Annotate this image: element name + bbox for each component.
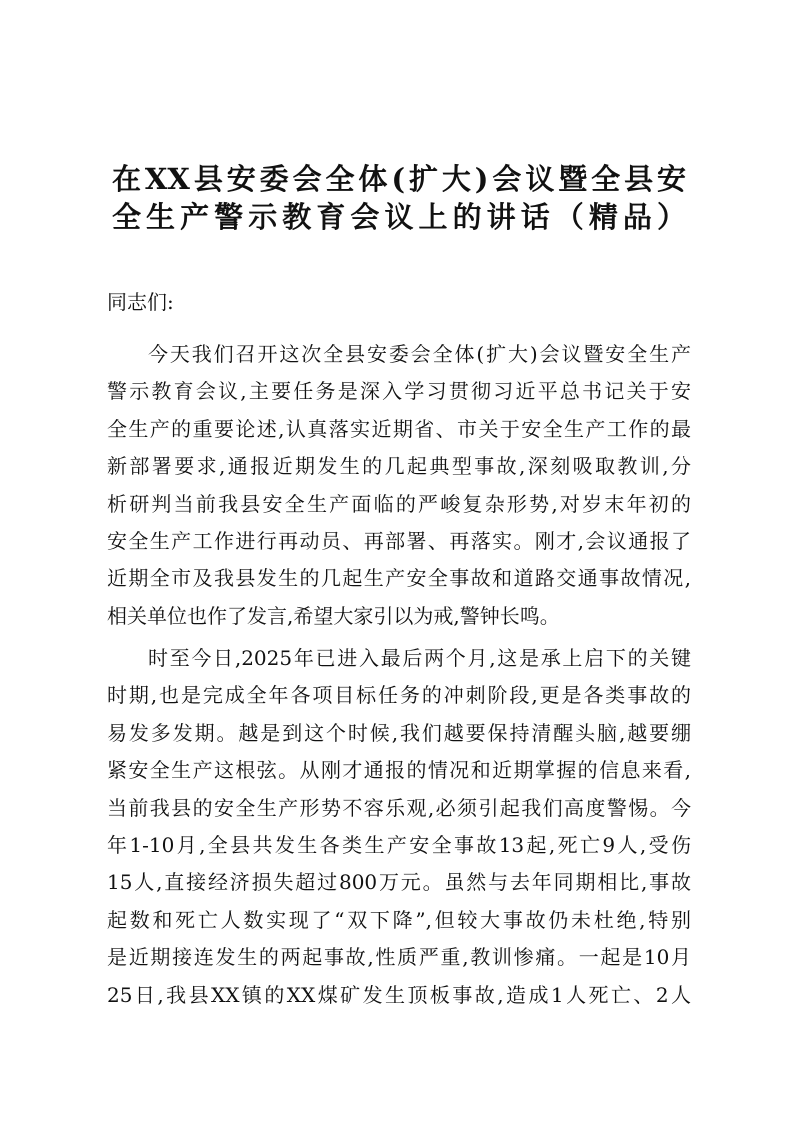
paragraph-line: 安全生产工作进行再动员、再部署、再落实。刚才,会议通报了 bbox=[107, 529, 691, 553]
paragraph-line: 是近期接连发生的两起事故,性质严重,教训惨痛。一起是10月 bbox=[107, 945, 691, 970]
paragraph-line: 相关单位也作了发言,希望大家引以为戒,警钟长鸣。 bbox=[107, 603, 560, 628]
paragraph-line: 新部署要求,通报近期发生的几起典型事故,深刻吸取教训,分 bbox=[107, 454, 691, 479]
document-title-line-2: 全生产警示教育会议上的讲话（精品） bbox=[112, 200, 686, 234]
paragraph-line: 时期,也是完成全年各项目标任务的冲刺阶段,更是各类事故的 bbox=[107, 683, 691, 708]
paragraph-line: 析研判当前我县安全生产面临的严峻复杂形势,对岁末年初的 bbox=[107, 491, 691, 516]
paragraph-line: 全生产的重要论述,认真落实近期省、市关于安全生产工作的最 bbox=[107, 416, 691, 441]
salutation: 同志们: bbox=[107, 290, 174, 314]
paragraph-line: 时至今日,2025年已进入最后两个月,这是承上启下的关键 bbox=[148, 646, 691, 670]
paragraph-line: 年1-10月,全县共发生各类生产安全事故13起,死亡9人,受伤 bbox=[107, 833, 691, 857]
paragraph-line: 警示教育会议,主要任务是深入学习贯彻习近平总书记关于安 bbox=[107, 379, 691, 404]
paragraph-line: 起数和死亡人数实现了“双下降”,但较大事故仍未杜绝,特别 bbox=[107, 907, 691, 932]
paragraph-line: 25日,我县XX镇的XX煤矿发生顶板事故,造成1人死亡、2人 bbox=[107, 982, 691, 1007]
paragraph-line: 易发多发期。越是到这个时候,我们越要保持清醒头脑,越要绷 bbox=[107, 720, 691, 745]
document-title-line-1: 在XX县安委会全体(扩大)会议暨全县安 bbox=[112, 162, 686, 196]
paragraph-line: 近期全市及我县发生的几起生产安全事故和道路交通事故情况, bbox=[107, 566, 691, 591]
paragraph-line: 当前我县的安全生产形势不容乐观,必须引起我们高度警惕。今 bbox=[107, 795, 691, 820]
paragraph-line: 紧安全生产这根弦。从刚才通报的情况和近期掌握的信息来看, bbox=[107, 758, 691, 783]
paragraph-line: 今天我们召开这次全县安委会全体(扩大)会议暨安全生产 bbox=[148, 342, 691, 366]
paragraph-line: 15人,直接经济损失超过800万元。虽然与去年同期相比,事故 bbox=[107, 870, 691, 895]
